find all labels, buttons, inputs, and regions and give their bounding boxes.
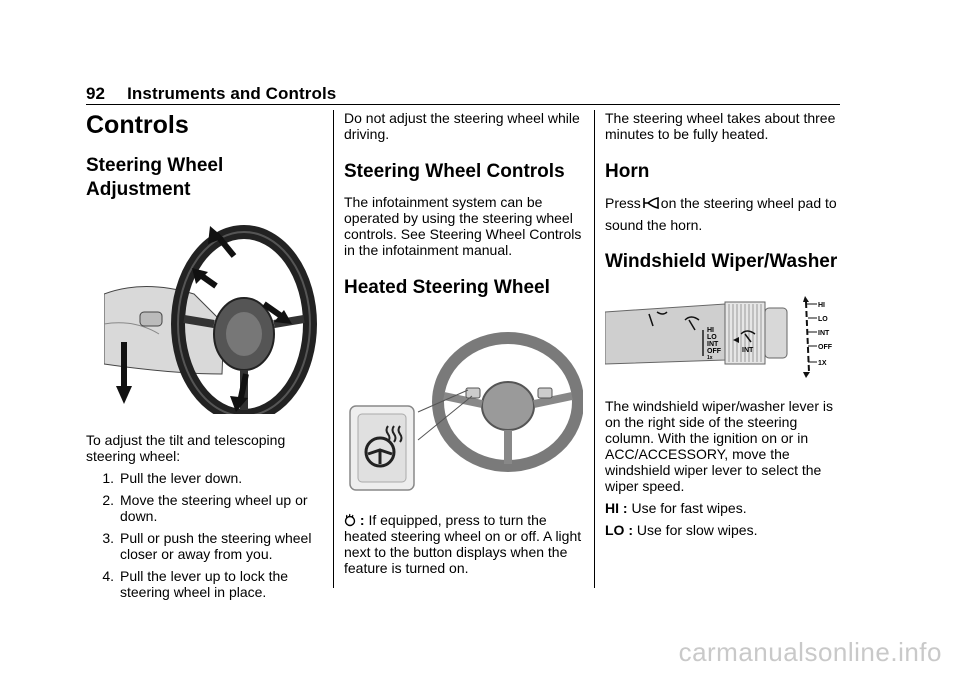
caution-text: Do not adjust the steering wheel while driving. — [344, 110, 580, 142]
list-item: 1. Pull the lever down. — [102, 470, 243, 486]
wiper-heading: Windshield Wiper/Washer — [605, 251, 838, 272]
column-divider-2 — [594, 110, 595, 588]
controls-text: The infotainment system can be operated by using the steering wheel controls. See Steering Wheel Controls in the infotainment manual. — [344, 194, 582, 258]
list-item: 2. Move the steering wheel up or down. — [102, 492, 308, 524]
lever-label-lo: LO — [707, 334, 717, 341]
horn-text: Press on the steering wheel pad to sound the horn. — [605, 195, 837, 233]
watermark[interactable]: carmanualsonline.info — [678, 637, 942, 667]
scale-label-off: OFF — [818, 344, 832, 351]
lever-label-int: INT — [707, 341, 719, 348]
heated-wheel-icon — [344, 513, 356, 527]
controls-title: Controls — [86, 111, 189, 139]
heated-label: : — [356, 512, 369, 528]
horn-heading: Horn — [605, 161, 650, 182]
scale-label-hi: HI — [818, 302, 825, 309]
heated-wheel-heading: Heated Steering Wheel — [344, 277, 550, 298]
heated-wheel-description — [344, 512, 584, 576]
heated-wheel-figure — [348, 326, 583, 506]
lever-label-1x: 1x — [707, 355, 713, 361]
page-number: 92 — [86, 84, 106, 103]
section-title: Instruments and Controls — [127, 84, 337, 103]
column-3 — [605, 110, 845, 538]
lever-label-hi: HI — [707, 327, 714, 334]
lever-label-off: OFF — [707, 348, 721, 355]
list-item: 3. Pull or push the steering wheel closer or away from you. — [102, 530, 312, 562]
lo-setting: LO : Use for slow wipes. — [605, 522, 758, 538]
column-divider-1 — [333, 110, 334, 588]
hi-setting: HI : Use for fast wipes. — [605, 500, 747, 516]
scale-label-int: INT — [818, 330, 830, 337]
header-rule — [86, 104, 840, 105]
wiper-lever-figure — [605, 294, 837, 380]
column-1 — [86, 110, 326, 606]
steering-controls-heading: Steering Wheel Controls — [344, 161, 565, 182]
column-2 — [344, 110, 584, 576]
wiper-description: The windshield wiper/washer lever is on the right side of the steering column. With the ignition on or in ACC/ACCESSORY, move the windshield wiper lever to select the wiper speed. — [605, 398, 833, 494]
page-header — [86, 84, 336, 104]
steering-adjust-figure — [104, 224, 324, 414]
adjust-steps — [86, 470, 326, 600]
horn-icon — [643, 197, 659, 209]
scale-label-1x: 1X — [818, 360, 827, 367]
ring-label-int: INT — [742, 347, 754, 354]
list-item: 4. Pull the lever up to lock the steering wheel in place. — [102, 568, 289, 600]
heated-text: If equipped, press to turn the heated steering wheel on or off. A light next to the button displays when the feature is turned on. — [344, 512, 582, 576]
heat-time-text: The steering wheel takes about three minutes to be fully heated. — [605, 110, 836, 142]
scale-label-lo: LO — [818, 316, 828, 323]
adjust-intro: To adjust the tilt and telescoping steering wheel: — [86, 432, 286, 464]
steering-adjust-heading: Steering Wheel Adjustment — [86, 155, 224, 200]
